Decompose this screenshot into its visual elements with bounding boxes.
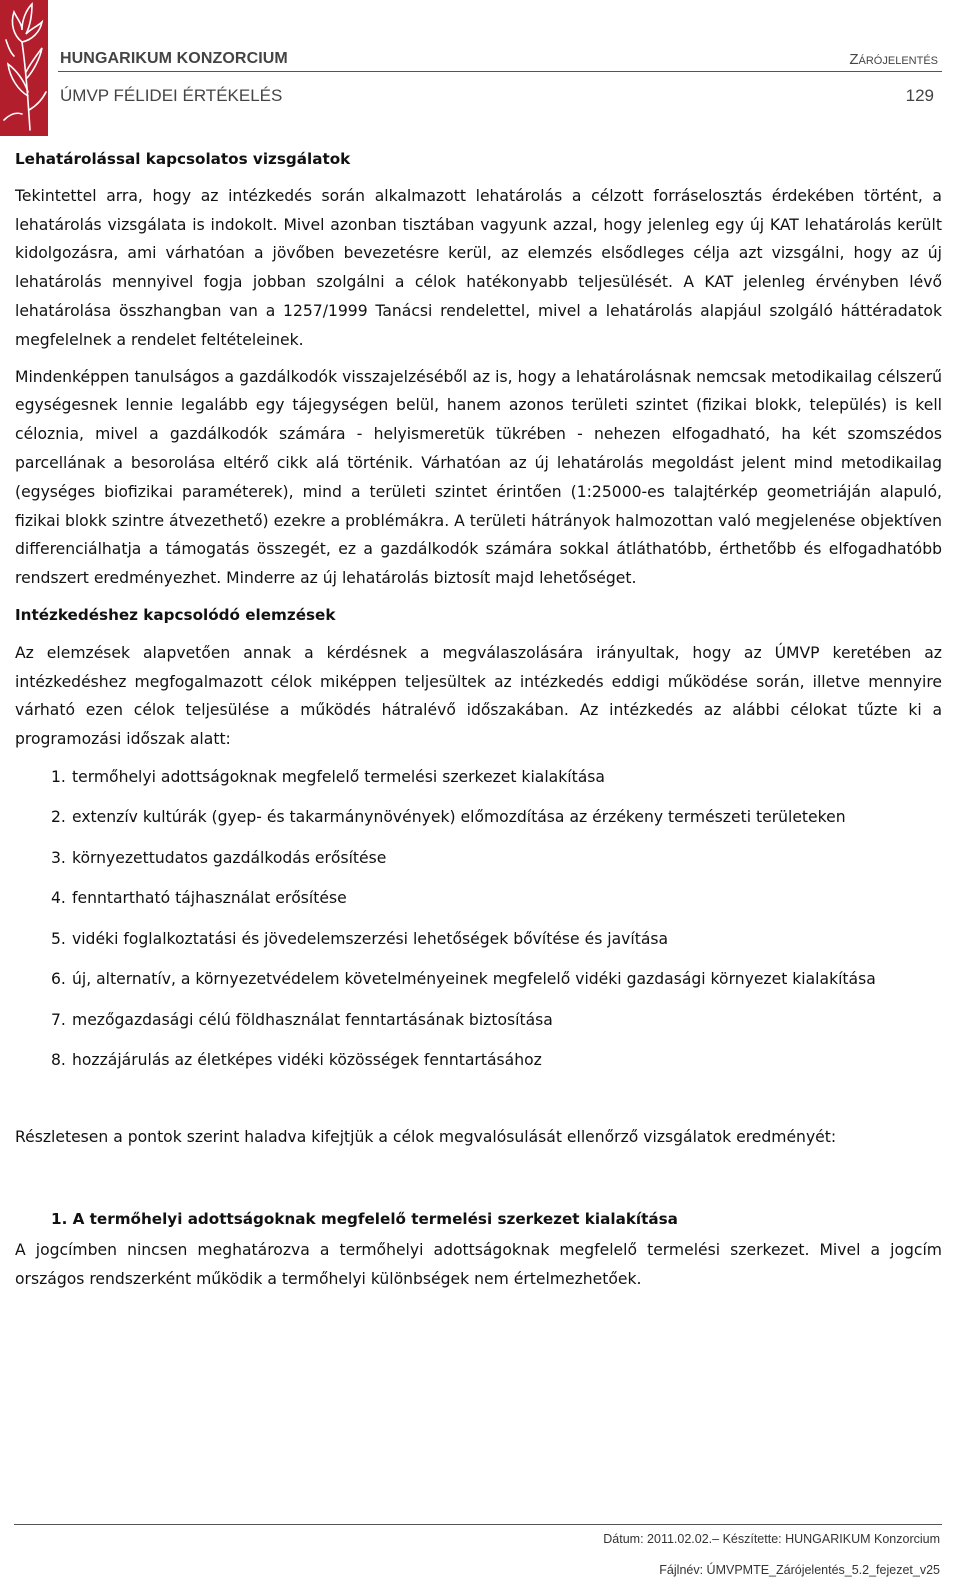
footer-divider: [14, 1524, 942, 1525]
list-item: 5. vidéki foglalkoztatási és jövedelemszerzési lehetőségek bővítése és javítása: [51, 929, 669, 948]
header-subtitle: ÚMVP FÉLIDEI ÉRTÉKELÉS: [60, 86, 283, 105]
paragraph: Részletesen a pontok szerint haladva kifejtjük a célok megvalósulását ellenőrző vizsgálatok eredményét:: [15, 1128, 837, 1147]
list-item: 7. mezőgazdasági célú földhasználat fenntartásának biztosítása: [51, 1010, 553, 1029]
document-body: [15, 145, 942, 1293]
subsection-heading: 1. A termőhelyi adottságoknak megfelelő termelési szerkezet kialakítása: [51, 1209, 678, 1228]
header-organization: HUNGARIKUM KONZORCIUM: [60, 50, 288, 67]
list-item: 3. környezettudatos gazdálkodás erősítése: [51, 848, 387, 867]
footer-filename: Fájlnév: ÚMVPMTE_Zárójelentés_5.2_fejezet_v25: [659, 1563, 940, 1577]
goals-list: [15, 763, 942, 1075]
paragraph: Tekintettel arra, hogy az intézkedés során alkalmazott lehatárolás a célzott forráselosztás érdekében történt, a lehatárolás vizsgálata is indokolt. Mivel azonban tisztában vagyunk azzal, hogy jelenleg egy új KAT lehatárolás került kidolgozásra, ami várhatóan a jövőben bevezetésre kerül, az elemzés elsődleges célja azt vizsgálni, hogy az új lehatárolás mennyivel fogja jobban szolgálni a célok hatékonyabb teljesülését. A KAT jelenleg érvényben lévő lehatárolása összhangban van a 1257/1999 Tanácsi rendelettel, mivel a lehatárolás alapjául szolgáló háttéradatok megfelelnek a rendelet feltételeinek.: [15, 186, 942, 349]
paragraph: Mindenképpen tanulságos a gazdálkodók visszajelzéséből az is, hogy a lehatárolásnak nemcsak metodikailag célszerű egységesnek lennie legalább egy tájegységen belül, hanem azonos területi szintet (fizikai blokk, település) is kell céloznia, mivel a gazdálkodók számára - helyismeretük tükrében - nehezen elfogadható, ha két szomszédos parcellának a besorolása eltérő cikk alá történik. Várhatóan az új lehatárolás megoldást jelent mind metodikailag (egységes biofizikai paraméterek), mind a területi szintet érintően (1:25000-es talajtérkép geometriáján alapuló, fizikai blokk szintre átvezethető) ezekre a problémákra. A területi hátrányok halmozottan való megjelenése objektíven differenciálhatja a támogatás összegét, ez a gazdálkodók számára sokkal átláthatóbb, érthetőbb és elfogadhatóbb rendszert eredményezhet. Minderre az új lehatárolás biztosít majd lehetőséget.: [15, 367, 942, 588]
footer-date: Dátum: 2011.02.02.– Készítette: HUNGARIKUM Konzorcium: [603, 1532, 940, 1546]
list-item: 6. új, alternatív, a környezetvédelem követelményeinek megfelelő vidéki gazdasági környezet kialakítása: [51, 970, 876, 989]
section-heading: Intézkedéshez kapcsolódó elemzések: [15, 605, 336, 624]
list-item: 4. fenntartható tájhasználat erősítése: [51, 889, 347, 908]
paragraph: Az elemzések alapvetően annak a kérdésnek a megválaszolására irányultak, hogy az ÚMVP keretében az intézkedéshez megfogalmazott célok miképpen teljesültek az intézkedés eddigi működése során, illetve mennyire várható ezen célok teljesülése a működés hátralévő időszakában. Az intézkedés az alábbi célokat tűzte ki a programozási időszak alatt:: [15, 643, 942, 749]
header-document-type: Zárójelentés: [849, 51, 938, 68]
list-item: 2. extenzív kultúrák (gyep- és takarmánynövények) előmozdítása az érzékeny természeti területeken: [51, 808, 846, 827]
list-item: 1. termőhelyi adottságoknak megfelelő termelési szerkezet kialakítása: [51, 767, 605, 786]
list-item: 8. hozzájárulás az életképes vidéki közösségek fenntartásához: [51, 1051, 542, 1070]
section-heading: Lehatárolással kapcsolatos vizsgálatok: [15, 150, 351, 168]
tulip-logo-icon: [0, 0, 48, 136]
page-number: 129: [905, 86, 934, 105]
paragraph: A jogcímben nincsen meghatározva a termőhelyi adottságoknak megfelelő termelési szerkezet. Mivel a jogcím országos rendszerként működik a termőhelyi különbségek nem értelmezhetőek.: [15, 1240, 942, 1288]
header-divider: [58, 71, 942, 72]
